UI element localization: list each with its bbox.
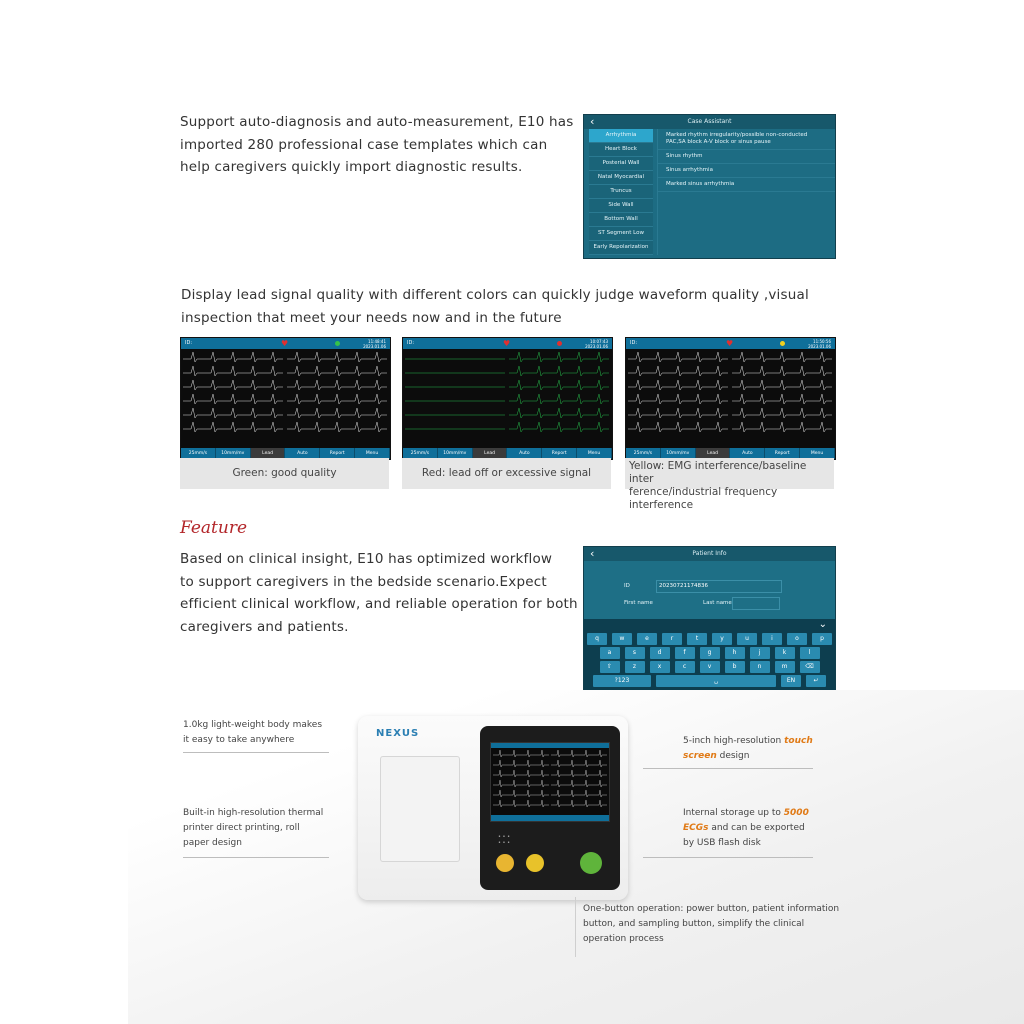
device-ecg-trace (551, 750, 607, 757)
category-item[interactable]: Early Repolarization (589, 241, 653, 255)
keyboard-key[interactable]: o (787, 633, 807, 645)
ecg-trace (183, 380, 283, 390)
diagnosis-item[interactable]: Marked rhythm irregularity/possible non-conducted PAC,SA block A-V block or sinus pause (658, 129, 835, 150)
section1-line: help caregivers quickly import diagnostic results. (180, 159, 523, 175)
clock-date: 2023.01.06 (363, 344, 386, 349)
first-name-label: First name (624, 600, 653, 606)
keyboard-key[interactable]: l (800, 647, 820, 659)
power-button[interactable] (496, 854, 514, 872)
device-screen-toolbar (491, 815, 609, 821)
section2-line: inspection that meet your needs now and in the future (181, 309, 562, 326)
last-name-label: Last name (703, 600, 732, 606)
ecg-trace (628, 408, 728, 418)
keyboard-key[interactable]: r (662, 633, 682, 645)
keyboard-key[interactable]: q (587, 633, 607, 645)
keyboard-key[interactable]: y (712, 633, 732, 645)
printer-note (183, 806, 343, 851)
buttons-note-line: operation process (583, 934, 664, 944)
device-ecg-trace (551, 790, 607, 797)
last-name-field[interactable] (732, 597, 780, 610)
ecg-trace (628, 394, 728, 404)
keyboard-key[interactable]: ⇧ (600, 661, 620, 673)
ecg-trace (628, 366, 728, 376)
ecg-toolbar-button[interactable]: 10mm/mv (216, 448, 251, 459)
device-ecg-trace (551, 760, 607, 767)
ecg-toolbar-button[interactable]: Lead (473, 448, 508, 459)
keyboard-key[interactable]: ↵ (806, 675, 826, 687)
signal-quality-indicator (557, 341, 562, 346)
feature-line: to support caregivers in the bedside scenario.Expect (180, 573, 547, 590)
keyboard-key[interactable]: k (775, 647, 795, 659)
device-screen[interactable] (490, 742, 610, 822)
signal-quality-indicator (780, 341, 785, 346)
keyboard-key[interactable]: c (675, 661, 695, 673)
ecg-trace (509, 422, 609, 432)
keyboard-key[interactable]: z (625, 661, 645, 673)
keyboard (584, 619, 835, 691)
divider (643, 768, 813, 769)
keyboard-key[interactable]: n (750, 661, 770, 673)
ecg-trace (509, 394, 609, 404)
case-assistant-screen (583, 114, 836, 259)
quality-caption: Green: good quality (180, 458, 389, 489)
ecg-waveform (626, 349, 835, 448)
device-screen-header (491, 743, 609, 748)
category-item[interactable]: ST Segment Low (589, 227, 653, 241)
ecg-trace (287, 366, 387, 376)
ecg-toolbar-button[interactable]: Lead (251, 448, 286, 459)
keyboard-key[interactable]: j (750, 647, 770, 659)
ecg-trace (287, 394, 387, 404)
storage-note-text: and can be exported (708, 823, 805, 833)
device-ecg-trace (493, 750, 549, 757)
keyboard-key[interactable]: ⌫ (800, 661, 820, 673)
ecg-toolbar-button[interactable]: Menu (355, 448, 390, 459)
keyboard-key[interactable]: x (650, 661, 670, 673)
patient-info-screen (583, 546, 836, 692)
ecg-trace (287, 422, 387, 432)
keyboard-key[interactable]: EN (781, 675, 801, 687)
weight-note (183, 718, 343, 748)
sampling-button[interactable] (580, 852, 602, 874)
clock (363, 338, 386, 349)
quality-caption-line: ference/industrial frequency interference (629, 486, 778, 511)
clock-time: 10:07:43 (590, 339, 608, 344)
divider (183, 752, 329, 753)
ecg-trace (732, 408, 832, 418)
patient-info-button[interactable] (526, 854, 544, 872)
ecg-screen (625, 337, 836, 460)
ecg-toolbar-button[interactable]: Report (320, 448, 355, 459)
buttons-note-line: One-button operation: power button, patient information (583, 904, 840, 914)
ecg-trace (183, 352, 283, 362)
keyboard-key[interactable]: s (625, 647, 645, 659)
chevron-down-icon[interactable]: ⌄ (818, 619, 827, 630)
ecg-trace (732, 422, 832, 432)
clock-date: 2023.01.06 (585, 344, 608, 349)
divider (183, 857, 329, 858)
diagnosis-item[interactable]: Sinus rhythm (658, 150, 835, 164)
device-ecg-trace (551, 780, 607, 787)
keyboard-key[interactable]: t (687, 633, 707, 645)
ecg-toolbar-button[interactable]: 25mm/s (626, 448, 661, 459)
ecg-trace (183, 422, 283, 432)
category-item[interactable]: Truncus (589, 185, 653, 199)
ecg-trace (509, 366, 609, 376)
clock-time: 11:50:56 (813, 339, 831, 344)
ecg-toolbar-button[interactable]: 10mm/mv (661, 448, 696, 459)
keyboard-key[interactable]: i (762, 633, 782, 645)
category-item[interactable]: Heart Block (589, 143, 653, 157)
section1-line: imported 280 professional case templates which can (180, 136, 548, 153)
ecg-trace (628, 422, 728, 432)
ecg-toolbar-button[interactable]: Menu (800, 448, 835, 459)
weight-note-line: it easy to take anywhere (183, 735, 295, 745)
ecg-toolbar-button[interactable]: 10mm/mv (438, 448, 473, 459)
clock-time: 11:48:41 (368, 339, 386, 344)
patient-id-label: ID: (407, 340, 415, 346)
ecg-screen-header (626, 338, 835, 349)
printer-note-line: printer direct printing, roll (183, 823, 300, 833)
quality-caption: Red: lead off or excessive signal (402, 458, 611, 489)
screen-note-text: design (716, 751, 750, 761)
ecg-screen (180, 337, 391, 460)
device-screen-waveform (491, 743, 609, 821)
category-item[interactable]: Posterial Wall (589, 157, 653, 171)
ecg-trace (183, 394, 283, 404)
keyboard-key[interactable]: w (612, 633, 632, 645)
ecg-toolbar-button[interactable]: Report (542, 448, 577, 459)
ecg-trace (287, 380, 387, 390)
device-ecg-trace (493, 760, 549, 767)
keyboard-key[interactable]: u (737, 633, 757, 645)
heart-icon: ♥ (503, 339, 511, 348)
device-ecg-trace (493, 790, 549, 797)
section1-line: Support auto-diagnosis and auto-measurement, E10 has (180, 114, 574, 130)
ecg-trace (509, 380, 609, 390)
ecg-toolbar-button[interactable]: Lead (696, 448, 731, 459)
ecg-trace (732, 366, 832, 376)
ecg-toolbar-button[interactable]: Auto (285, 448, 320, 459)
id-field[interactable]: 20230721174836 (656, 580, 782, 593)
ecg-trace (732, 380, 832, 390)
device-ecg-trace (551, 800, 607, 807)
ecg-trace (287, 352, 387, 362)
clock (585, 338, 608, 349)
ecg-device (358, 716, 628, 900)
device-brand-logo: NEXUS (376, 728, 420, 739)
ecg-trace (732, 394, 832, 404)
printer-door (380, 756, 460, 862)
keyboard-key[interactable]: h (725, 647, 745, 659)
keyboard-key[interactable]: m (775, 661, 795, 673)
signal-quality-indicator (335, 341, 340, 346)
quality-caption-line: Yellow: EMG interference/baseline inter (629, 460, 807, 485)
section1-text (180, 111, 580, 179)
divider (575, 897, 576, 957)
keyboard-key[interactable]: ␣ (656, 675, 776, 687)
quality-caption (625, 458, 834, 511)
category-item[interactable]: Natal Myocardial (589, 171, 653, 185)
screen-note-highlight: screen (683, 751, 717, 761)
ecg-screen-header (403, 338, 612, 349)
keyboard-key[interactable]: e (637, 633, 657, 645)
keyboard-key[interactable]: p (812, 633, 832, 645)
diagnosis-list (657, 129, 835, 255)
section2-text (181, 284, 821, 329)
patient-info-header (584, 547, 835, 561)
divider (643, 857, 813, 858)
storage-note-highlight: ECGs (683, 823, 709, 833)
chevron-left-icon[interactable]: ‹ (590, 547, 595, 560)
heart-icon: ♥ (726, 339, 734, 348)
keyboard-key[interactable]: f (675, 647, 695, 659)
keyboard-key[interactable]: b (725, 661, 745, 673)
storage-note-highlight: 5000 (783, 808, 809, 818)
keyboard-key[interactable]: d (650, 647, 670, 659)
patient-info-title: Patient Info (692, 550, 727, 557)
storage-note-text: Internal storage up to (683, 808, 784, 818)
ecg-screen-header (181, 338, 390, 349)
case-assistant-title: Case Assistant (687, 118, 732, 125)
device-ecg-trace (493, 770, 549, 777)
ecg-toolbar-button[interactable]: Auto (730, 448, 765, 459)
diagnosis-item[interactable]: Marked sinus arrhythmia (658, 178, 835, 192)
screen-note (683, 734, 833, 764)
ecg-toolbar-button[interactable]: Auto (507, 448, 542, 459)
feature-line: efficient clinical workflow, and reliable operation for both (180, 596, 578, 612)
ecg-trace (183, 408, 283, 418)
ecg-trace (287, 408, 387, 418)
heart-icon: ♥ (281, 339, 289, 348)
ecg-trace (183, 366, 283, 376)
ecg-toolbar-button[interactable]: 25mm/s (403, 448, 438, 459)
indicator-dots: • • • • • • (498, 834, 511, 846)
feature-title: Feature (180, 518, 248, 538)
ecg-toolbar-button[interactable]: Menu (577, 448, 612, 459)
screen-note-text: 5-inch high-resolution (683, 736, 785, 746)
ecg-waveform (403, 349, 612, 448)
ecg-trace (732, 352, 832, 362)
case-assistant-header (584, 115, 835, 129)
category-item[interactable]: Bottom Wall (589, 213, 653, 227)
ecg-waveform (181, 349, 390, 448)
storage-note-text: by USB flash disk (683, 838, 761, 848)
buttons-note-line: button, and sampling button, simplify the clinical (583, 919, 805, 929)
chevron-left-icon[interactable]: ‹ (590, 115, 595, 128)
device-ecg-trace (493, 780, 549, 787)
clock-date: 2023.01.06 (808, 344, 831, 349)
category-item[interactable]: Arrhythmia (589, 129, 653, 143)
keyboard-key[interactable]: v (700, 661, 720, 673)
device-front-panel (480, 726, 620, 890)
category-list (589, 129, 653, 255)
printer-note-line: paper design (183, 838, 242, 848)
ecg-trace (509, 408, 609, 418)
keyboard-key[interactable]: g (700, 647, 720, 659)
buttons-note (583, 902, 843, 947)
ecg-trace (628, 352, 728, 362)
ecg-toolbar-button[interactable]: Report (765, 448, 800, 459)
keyboard-key[interactable]: ?123 (593, 675, 651, 687)
screen-note-highlight: touch (784, 736, 813, 746)
id-label: ID (624, 583, 630, 589)
device-ecg-trace (551, 770, 607, 777)
ecg-screen (402, 337, 613, 460)
ecg-trace (628, 380, 728, 390)
storage-note (683, 806, 833, 851)
feature-text (180, 548, 580, 638)
feature-line: Based on clinical insight, E10 has optimized workflow (180, 551, 553, 567)
ecg-toolbar-button[interactable]: 25mm/s (181, 448, 216, 459)
ecg-trace (509, 352, 609, 362)
printer-note-line: Built-in high-resolution thermal (183, 808, 324, 818)
patient-id-label: ID: (630, 340, 638, 346)
keyboard-key[interactable]: a (600, 647, 620, 659)
clock (808, 338, 831, 349)
section2-line: Display lead signal quality with different colors can quickly judge waveform quality ,visual (181, 287, 809, 303)
diagnosis-item[interactable]: Sinus arrhythmia (658, 164, 835, 178)
weight-note-line: 1.0kg light-weight body makes (183, 720, 323, 730)
category-item[interactable]: Side Wall (589, 199, 653, 213)
patient-id-label: ID: (185, 340, 193, 346)
feature-line: caregivers and patients. (180, 618, 349, 635)
device-ecg-trace (493, 800, 549, 807)
